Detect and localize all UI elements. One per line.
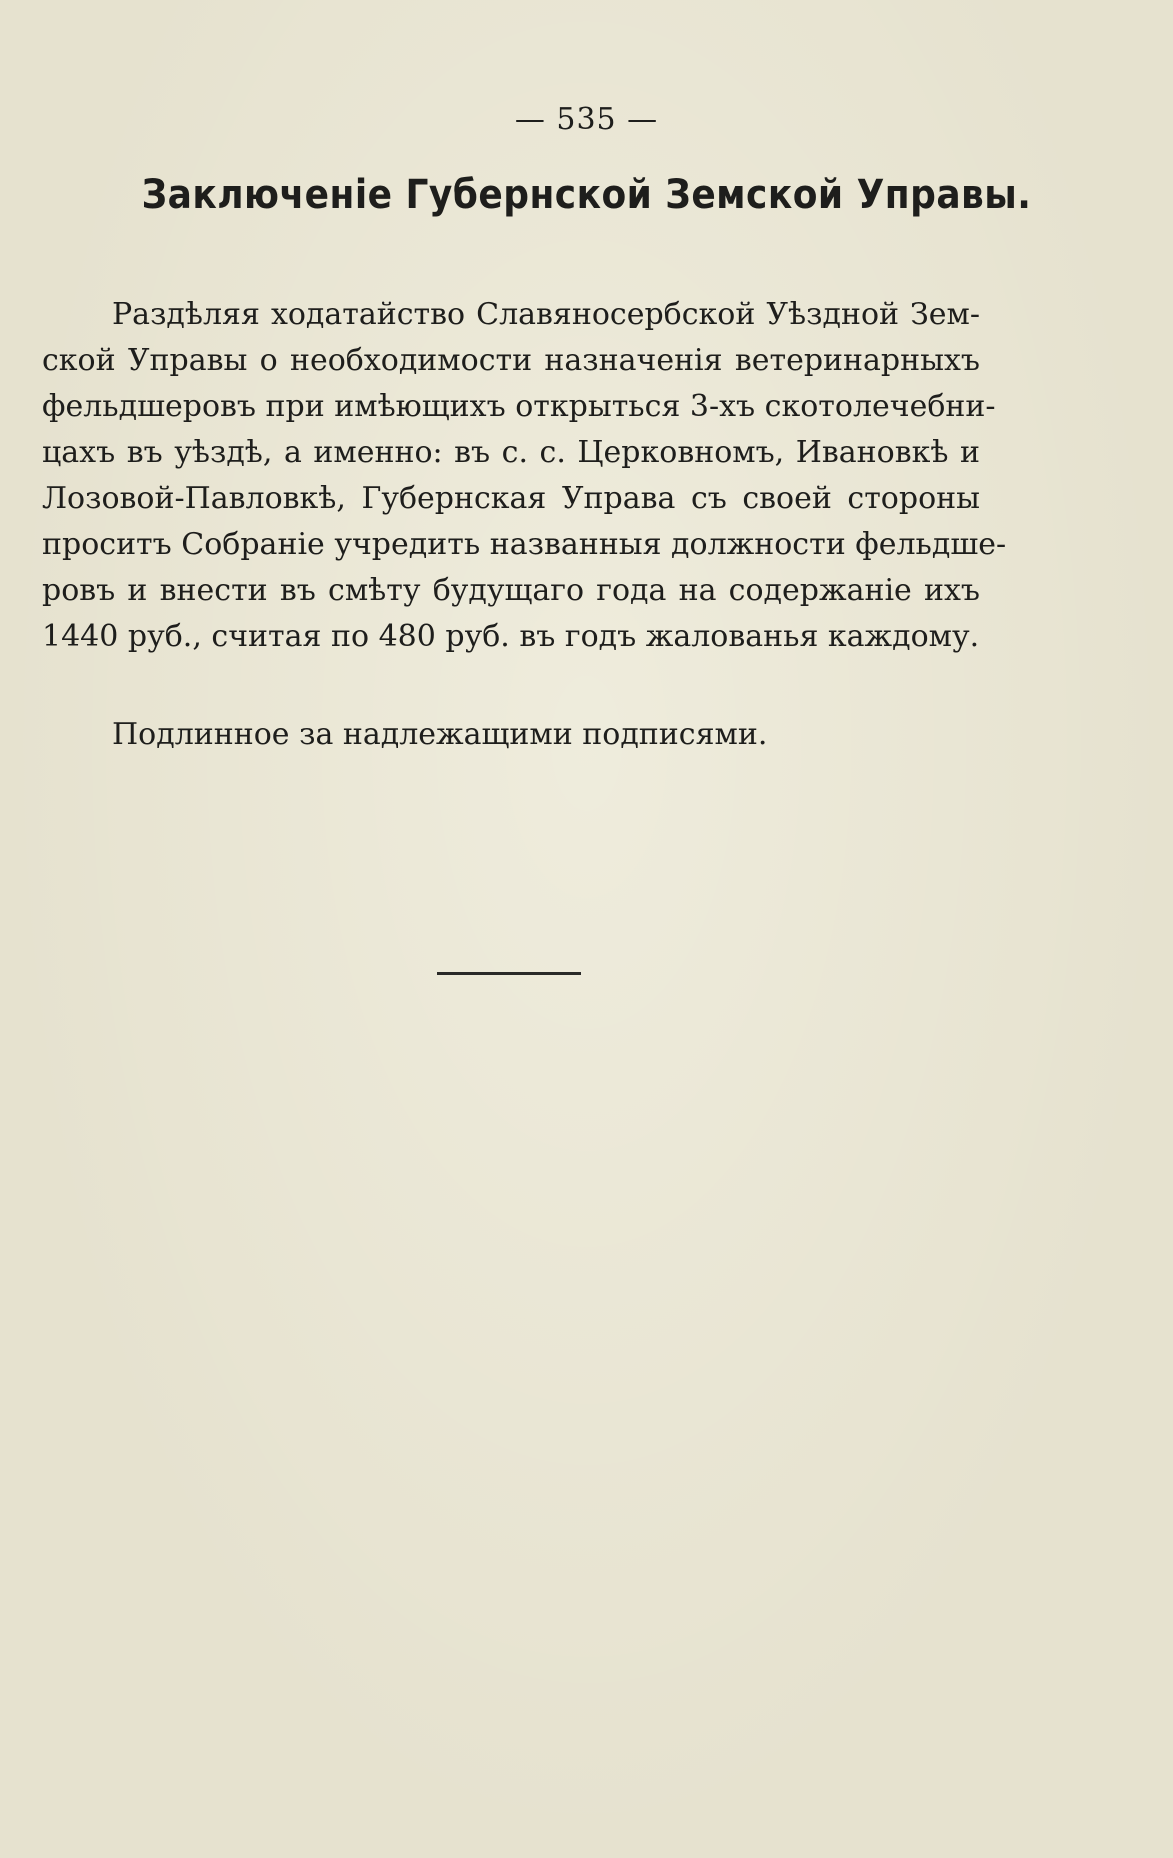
paragraph-line: Раздѣляя ходатайство Славяносербской Уѣздной Зем-: [112, 297, 980, 332]
page-number: — 535 —: [514, 102, 659, 137]
paragraph-line: цахъ въ уѣздѣ, а именно: въ с. с. Церковномъ, Ивановкѣ и: [42, 435, 980, 470]
paragraph-line: фельдшеровъ при имѣющихъ открыться 3-хъ скотолечебни-: [42, 389, 996, 424]
paragraph-line: ской Управы о необходимости назначенiя ветеринарныхъ: [42, 343, 980, 378]
section-heading: Заключенiе Губернской Земской Управы.: [141, 172, 1032, 218]
paragraph-line: ровъ и внести въ смѣту будущаго года на содержанiе ихъ: [42, 573, 980, 608]
closing-rule: [437, 972, 581, 975]
paragraph-line: Лозовой-Павловкѣ, Губернская Управа съ своей стороны: [42, 481, 980, 516]
paragraph-line: 1440 руб., считая по 480 руб. въ годъ жалованья каждому.: [42, 619, 980, 654]
main-paragraph: [42, 292, 1007, 660]
signature-note: Подлинное за надлежащими подписями.: [112, 717, 768, 752]
paragraph-line: проситъ Собранiе учредить названныя должности фельдше-: [42, 527, 1007, 562]
